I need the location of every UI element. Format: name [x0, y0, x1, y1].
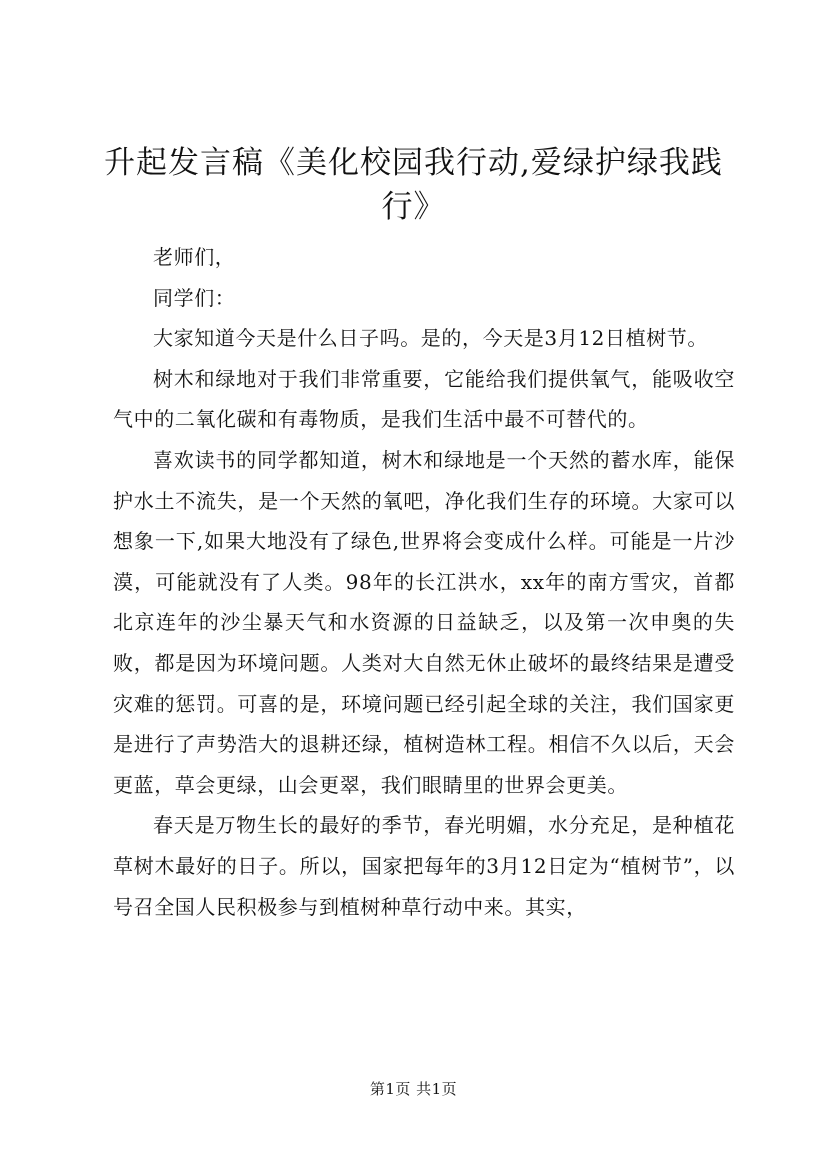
paragraph: 树木和绿地对于我们非常重要，它能给我们提供氧气，能吸收空气中的二氧化碳和有毒物质，是我们生活中最不可替代的。 [113, 366, 735, 432]
paragraph: 喜欢读书的同学都知道，树木和绿地是一个天然的蓄水库，能保护水土不流失，是一个天然的氧吧，净化我们生存的环境。大家可以想象一下,如果大地没有了绿色,世界将会变成什么样。可能是一片沙漠，可能就没有了人类。98年的长江洪水，xx年的南方雪灾，首都北京连年的沙尘暴天气和水资源的日益缺乏，以及第一次申奥的失败，都是因为环境问题。人类对大自然无休止破坏的最终结果是遭受灾难的惩罚。可喜的是，环境问题已经引起全球的关注，我们国家更是进行了声势浩大的退耕还绿，植树造林工程。相信不久以后，天会更蓝，草会更绿，山会更翠，我们眼睛里的世界会更美。 [113, 447, 735, 797]
page-footer: 第1页 共1页 [369, 1080, 458, 1098]
document-body [113, 237, 735, 927]
document-title: 升起发言稿《美化校园我行动,爱绿护绿我践行》 [104, 145, 723, 225]
paragraph-greeting-students: 同学们： [153, 285, 236, 310]
paragraph: 春天是万物生长的最好的季节，春光明媚，水分充足，是种植花草树木最好的日子。所以，国家把每年的3月12日定为“植树节”，以号召全国人民积极参与到植树种草行动中来。其实， [113, 813, 735, 919]
paragraph: 大家知道今天是什么日子吗。是的，今天是3月12日植树节。 [153, 326, 708, 351]
paragraph-greeting-teachers: 老师们， [153, 245, 236, 269]
